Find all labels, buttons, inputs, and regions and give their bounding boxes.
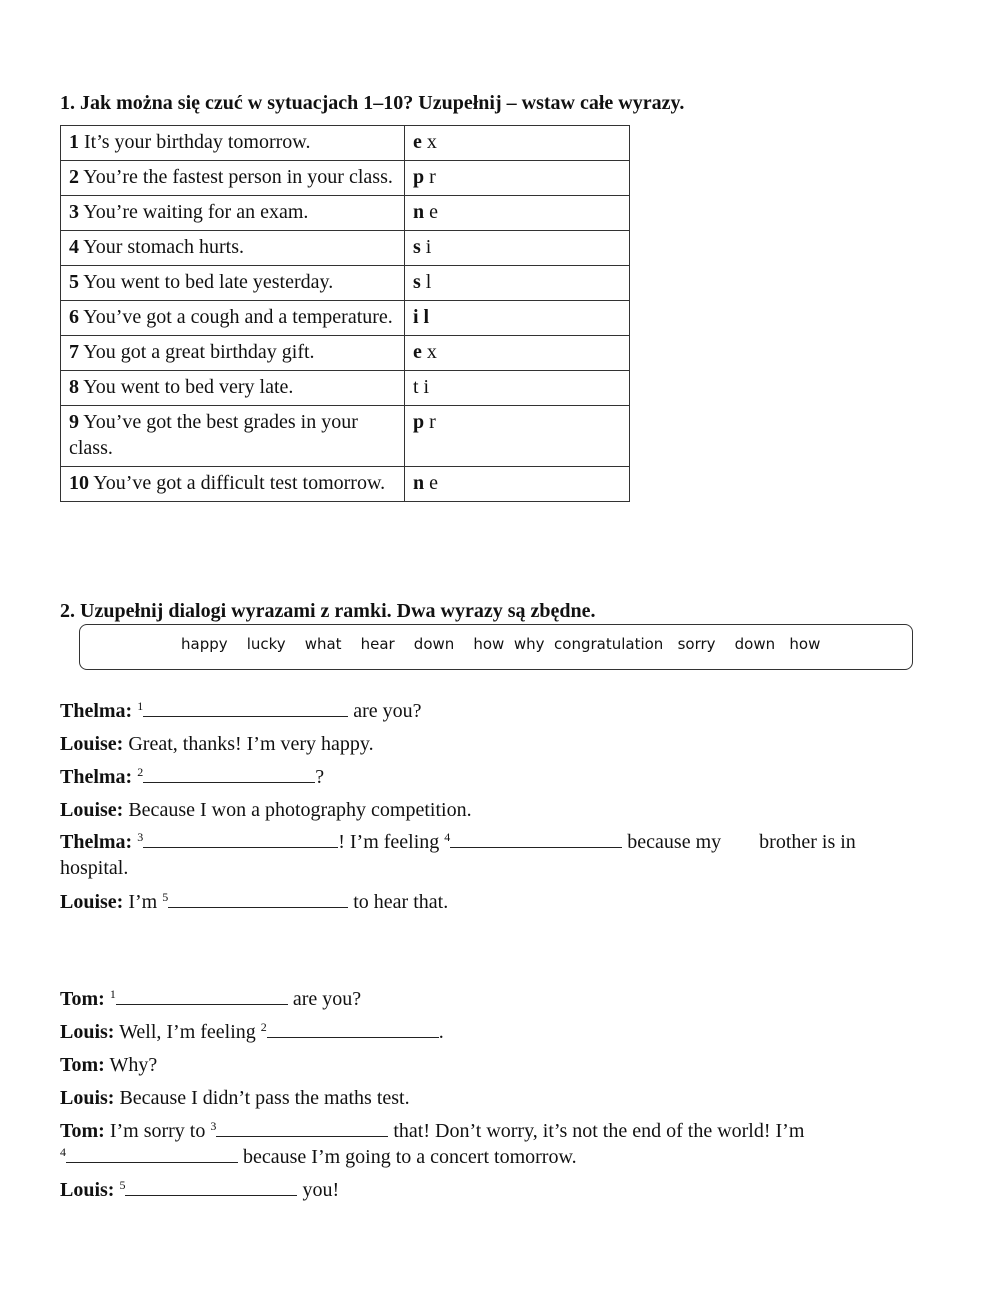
dialogue1-line5 <box>60 829 920 881</box>
answer-hint: r <box>429 411 436 433</box>
situation-number: 10 <box>69 472 89 494</box>
gap-blank[interactable] <box>143 829 338 848</box>
situation-text: You’re the fastest person in your class. <box>83 166 393 188</box>
speaker-label: Tom: <box>60 1120 105 1142</box>
dialogue2-line2 <box>60 1019 920 1045</box>
dialogue2-line5 <box>60 1118 920 1170</box>
line-text: . <box>438 1021 444 1043</box>
answer-cell[interactable] <box>405 161 630 196</box>
answer-cell[interactable] <box>405 266 630 301</box>
answer-hint: x <box>426 341 437 363</box>
situation-number: 2 <box>69 166 79 188</box>
situation-row <box>61 126 630 161</box>
gap-number: 2 <box>137 765 144 779</box>
situation-cell <box>61 161 405 196</box>
gap-blank[interactable] <box>216 1118 388 1137</box>
situation-row <box>61 266 630 301</box>
line-text: because I’m going to a concert tomorrow. <box>238 1146 577 1168</box>
gap-number: 3 <box>137 830 144 844</box>
situation-number: 5 <box>69 271 79 293</box>
answer-hint: t i <box>413 376 430 398</box>
speaker-label: Louis: <box>60 1179 115 1201</box>
answer-hint: l <box>425 271 432 293</box>
answer-cell[interactable] <box>405 406 630 467</box>
gap-number: 2 <box>260 1020 267 1034</box>
situation-number: 3 <box>69 201 79 223</box>
answer-cell[interactable] <box>405 467 630 502</box>
answer-cell[interactable] <box>405 231 630 266</box>
situation-number: 9 <box>69 411 79 433</box>
gap-number: 4 <box>444 830 451 844</box>
situation-number: 8 <box>69 376 79 398</box>
gap-number: 3 <box>210 1119 217 1133</box>
speaker-label: Thelma: <box>60 700 133 722</box>
situation-text: You’ve got a cough and a temperature. <box>83 306 393 328</box>
answer-cell[interactable] <box>405 196 630 231</box>
gap-blank[interactable] <box>267 1019 439 1038</box>
situation-text: You’ve got a difficult test tomorrow. <box>93 472 386 494</box>
situation-number: 6 <box>69 306 79 328</box>
gap-number: 4 <box>60 1145 66 1159</box>
answer-hint: i <box>425 236 432 258</box>
answer-hint-bold: e <box>413 131 422 153</box>
situation-text: You went to bed very late. <box>83 376 294 398</box>
situation-cell <box>61 231 405 266</box>
situation-cell <box>61 406 405 467</box>
answer-cell[interactable] <box>405 336 630 371</box>
line-text: Well, I’m feeling <box>114 1021 261 1043</box>
line-text: to hear that. <box>348 891 449 913</box>
answer-hint-bold: e <box>413 341 422 363</box>
gap-blank[interactable] <box>143 698 348 717</box>
exercise1-heading: 1. Jak można się czuć w sytuacjach 1–10? Uzupełnij – wstaw całe wyrazy. <box>60 92 685 114</box>
situation-text: It’s your birthday tomorrow. <box>84 131 311 153</box>
situation-row <box>61 196 630 231</box>
line-text: Great, thanks! I’m very happy. <box>123 733 374 755</box>
answer-cell[interactable] <box>405 371 630 406</box>
answer-hint: e <box>429 201 439 223</box>
gap-number: 5 <box>119 1178 126 1192</box>
situation-row <box>61 301 630 336</box>
line-text: ? <box>315 766 325 788</box>
line-text: Because I didn’t pass the maths test. <box>114 1087 410 1109</box>
situation-row <box>61 161 630 196</box>
word-box-words: happy lucky what hear down how why congratulation sorry down how <box>181 635 821 653</box>
line-text: are you? <box>348 700 422 722</box>
situation-row <box>61 336 630 371</box>
answer-cell[interactable] <box>405 301 630 336</box>
answer-hint-bold: i l <box>413 306 430 328</box>
gap-blank[interactable] <box>168 889 348 908</box>
situation-cell <box>61 336 405 371</box>
dialogue2-line1 <box>60 986 920 1012</box>
answer-hint-bold: s <box>413 271 421 293</box>
gap-number: 1 <box>137 699 144 713</box>
situation-cell <box>61 371 405 406</box>
line-text: you! <box>297 1179 340 1201</box>
situations-table <box>60 125 630 502</box>
situation-cell <box>61 126 405 161</box>
line-text: Why? <box>104 1054 158 1076</box>
situation-number: 1 <box>69 131 79 153</box>
dialogue2-line3 <box>60 1052 920 1078</box>
gap-blank[interactable] <box>66 1144 238 1163</box>
speaker-label: Thelma: <box>60 831 133 853</box>
situation-row <box>61 231 630 266</box>
situation-text: Your stomach hurts. <box>83 236 245 258</box>
line-text: ! I’m feeling <box>338 831 445 853</box>
speaker-label: Tom: <box>60 1054 105 1076</box>
dialogue2-line6 <box>60 1177 920 1203</box>
answer-hint: e <box>429 472 439 494</box>
answer-cell[interactable] <box>405 126 630 161</box>
speaker-label: Louis: <box>60 1021 115 1043</box>
speaker-label: Louis: <box>60 1087 115 1109</box>
line-text: Because I won a photography competition. <box>123 799 472 821</box>
gap-blank[interactable] <box>143 764 315 783</box>
exercise2-heading: 2. Uzupełnij dialogi wyrazami z ramki. Dwa wyrazy są zbędne. <box>60 600 596 622</box>
gap-number: 5 <box>162 890 169 904</box>
line-text: because my <box>622 831 722 853</box>
situation-row <box>61 406 630 467</box>
situation-text: You got a great birthday gift. <box>83 341 315 363</box>
speaker-label: Louise: <box>60 891 124 913</box>
situation-text: You’re waiting for an exam. <box>83 201 309 223</box>
speaker-label: Tom: <box>60 988 105 1010</box>
word-box <box>79 624 913 670</box>
speaker-label: Thelma: <box>60 766 133 788</box>
line-text: I’m sorry to <box>104 1120 211 1142</box>
situation-cell <box>61 196 405 231</box>
situation-cell <box>61 467 405 502</box>
answer-hint-bold: n <box>413 472 425 494</box>
line-text: I’m <box>123 891 163 913</box>
gap-blank[interactable] <box>450 829 622 848</box>
answer-hint-bold: n <box>413 201 425 223</box>
speaker-label: Louise: <box>60 799 124 821</box>
dialogue1-line3 <box>60 764 920 790</box>
dialogue2-line4 <box>60 1085 920 1111</box>
line-text: brother is in hospital. <box>60 831 856 879</box>
situation-number: 4 <box>69 236 79 258</box>
dialogue1-line6 <box>60 889 920 915</box>
gap-number: 1 <box>109 987 116 1001</box>
answer-hint-bold: p <box>413 166 425 188</box>
gap-blank[interactable] <box>116 986 288 1005</box>
situation-cell <box>61 301 405 336</box>
dialogue1-line2 <box>60 731 920 757</box>
situation-number: 7 <box>69 341 79 363</box>
dialogue1-line1 <box>60 698 920 724</box>
speaker-label: Louise: <box>60 733 124 755</box>
situation-text: You’ve got the best grades in your class. <box>69 411 358 459</box>
dialogue1-line4 <box>60 797 920 823</box>
answer-hint: r <box>429 166 436 188</box>
answer-hint-bold: s <box>413 236 421 258</box>
situation-cell <box>61 266 405 301</box>
line-text: that! Don’t worry, it’s not the end of the world! I’m <box>388 1120 805 1142</box>
answer-hint-bold: p <box>413 411 425 433</box>
line-text: are you? <box>287 988 362 1010</box>
situation-text: You went to bed late yesterday. <box>83 271 334 293</box>
situation-row <box>61 467 630 502</box>
answer-hint: x <box>426 131 437 153</box>
situation-row <box>61 371 630 406</box>
gap-blank[interactable] <box>125 1177 297 1196</box>
